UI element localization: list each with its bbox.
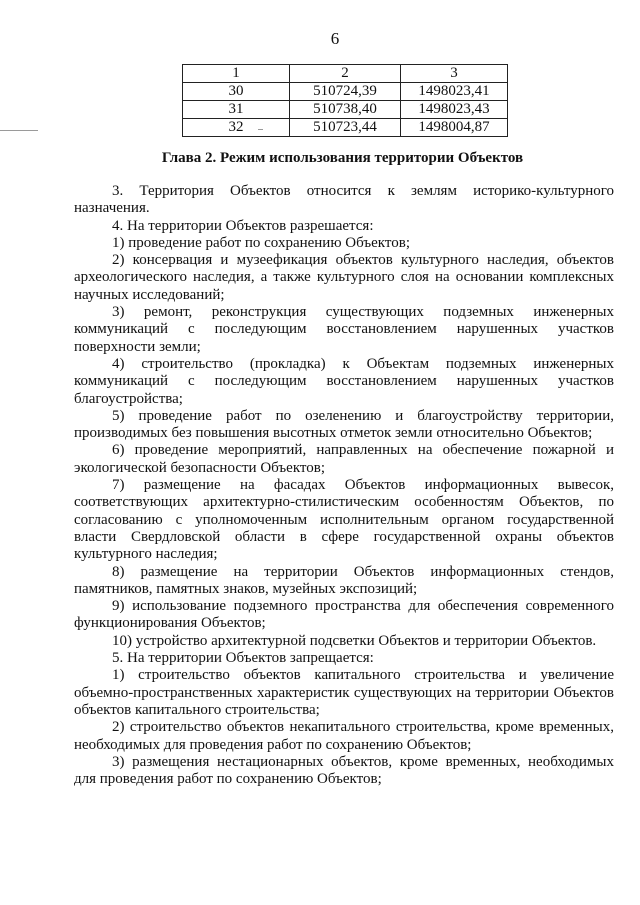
paragraph: 7) размещение на фасадах Объектов информационных вывесок, соответствующих архитектурно-стилистическим особенностям Объектов, по согласованию с уполномоченным исполнительным органом государственной власти Свердловской области в сфере государственной охраны объектов культурного наследия; <box>74 477 614 563</box>
paragraph: 2) строительство объектов некапитального строительства, кроме временных, необходимых для проведения работ по сохранению Объектов; <box>74 719 614 753</box>
point-number-cell: 32 <box>183 119 290 137</box>
coordinate-x-cell: 510723,44 <box>290 119 401 137</box>
paragraph: 5. На территории Объектов запрещается: <box>112 650 374 667</box>
table-row <box>183 83 508 101</box>
table-row <box>183 119 508 137</box>
table-row <box>183 101 508 119</box>
paragraph: 1) строительство объектов капитального строительства и увеличение объемно-пространственных характеристик существующих на территории Объектов объектов капитального строительства; <box>74 667 614 718</box>
coordinate-x-cell: 510724,39 <box>290 83 401 101</box>
paragraph: 10) устройство архитектурной подсветки Объектов и территории Объектов. <box>112 632 597 649</box>
chapter-title: Глава 2. Режим использования территории Объектов <box>161 150 524 166</box>
coordinate-x-cell: 510738,40 <box>290 101 401 119</box>
table-header-cell: 3 <box>401 65 508 83</box>
paragraph: 2) консервация и музеефикация объектов культурного наследия, объектов археологического наследия, а также культурного слоя на основании комплексных научных исследований; <box>74 252 614 303</box>
scan-artifact <box>0 130 38 131</box>
coordinate-y-cell: 1498023,41 <box>401 83 508 101</box>
scan-artifact <box>258 129 263 130</box>
paragraph: 4) строительство (прокладка) к Объектам подземных инженерных коммуникаций с последующим восстановлением нарушенных участков благоустройства; <box>74 355 614 407</box>
paragraph: 3) ремонт, реконструкция существующих подземных инженерных коммуникаций с последующим восстановлением нарушенных участков поверхности земли; <box>74 304 614 355</box>
table-header-cell: 1 <box>183 65 290 83</box>
paragraph: 4. На территории Объектов разрешается: <box>112 217 374 234</box>
table-header-cell: 2 <box>290 65 401 83</box>
point-number-cell: 31 <box>183 101 290 119</box>
coordinates-table <box>182 64 508 137</box>
page-number: 6 <box>330 29 340 48</box>
paragraph: 3) размещения нестационарных объектов, кроме временных, необходимых для проведения работ по сохранению Объектов; <box>74 753 614 788</box>
coordinate-y-cell: 1498004,87 <box>401 119 508 137</box>
paragraph: 9) использование подземного пространства для обеспечения современного функционирования Объектов; <box>74 598 614 632</box>
paragraph: 8) размещение на территории Объектов информационных стендов, памятников, памятных знаков, музейных экспозиций; <box>74 563 614 597</box>
body-text <box>74 183 614 788</box>
paragraph: 3. Территория Объектов относится к землям историко-культурного назначения. <box>74 183 614 217</box>
paragraph: 1) проведение работ по сохранению Объектов; <box>112 234 410 251</box>
paragraph: 6) проведение мероприятий, направленных на обеспечение пожарной и экологической безопасности Объектов; <box>74 442 614 476</box>
coordinate-y-cell: 1498023,43 <box>401 101 508 119</box>
point-number-cell: 30 <box>183 83 290 101</box>
paragraph: 5) проведение работ по озеленению и благоустройству территории, производимых без повышения высотных отметок земли относительно Объектов; <box>74 407 614 442</box>
table-header-row <box>183 65 508 83</box>
